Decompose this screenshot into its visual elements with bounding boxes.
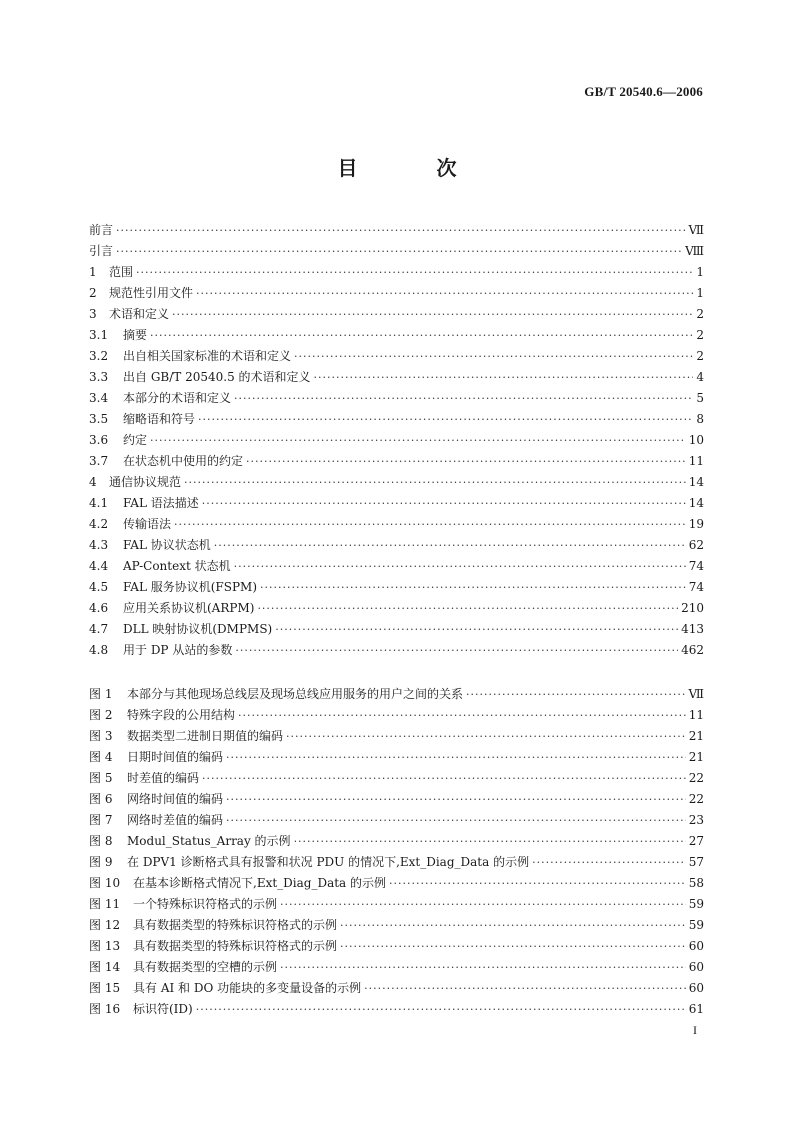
entry-page: Ⅷ	[685, 244, 704, 258]
toc-entry[interactable]	[89, 619, 704, 640]
figure-entry[interactable]	[89, 894, 704, 915]
entry-number: 4.8	[89, 643, 109, 657]
entry-number: 2	[89, 286, 97, 300]
toc-entry[interactable]	[89, 241, 704, 262]
entry-page: 2	[696, 349, 704, 363]
dot-leader	[235, 640, 678, 661]
entry-title: DLL 映射协议机(DMPMS)	[123, 622, 273, 636]
dot-leader	[280, 957, 686, 978]
entry-number: 3.4	[89, 391, 109, 405]
entry-page: 19	[688, 517, 704, 531]
entry-title: 引言	[89, 244, 114, 258]
entry-page: 2	[696, 307, 704, 321]
entry-number: 4.3	[89, 538, 109, 552]
entry-title: 标识符(ID)	[133, 1002, 193, 1016]
entry-number: 图 16	[89, 1002, 121, 1016]
dot-leader	[226, 747, 686, 768]
entry-title: 摘要	[123, 328, 148, 342]
toc-entry[interactable]	[89, 514, 704, 535]
entry-page: Ⅶ	[688, 687, 704, 701]
entry-page: 8	[696, 412, 704, 426]
entry-page: 11	[688, 454, 704, 468]
entry-page: 60	[688, 939, 704, 953]
dot-leader	[150, 430, 686, 451]
entry-title: 传输语法	[123, 517, 172, 531]
entry-number: 图 15	[89, 981, 121, 995]
entry-title: FAL 服务协议机(FSPM)	[123, 580, 258, 594]
dot-leader	[294, 831, 686, 852]
toc-entry[interactable]	[89, 325, 704, 346]
entry-title: 在状态机中使用的约定	[123, 454, 244, 468]
entry-number: 1	[89, 265, 97, 279]
entry-page: 60	[688, 960, 704, 974]
toc-entry[interactable]	[89, 598, 704, 619]
standard-code: GB/T 20540.6—2006	[584, 84, 703, 99]
toc-entry[interactable]	[89, 346, 704, 367]
entry-page: 10	[688, 433, 704, 447]
entry-title: 具有 AI 和 DO 功能块的多变量设备的示例	[133, 981, 362, 995]
entry-page: 21	[688, 729, 704, 743]
entry-title: 数据类型二进制日期值的编码	[127, 729, 284, 743]
entry-page: 21	[688, 750, 704, 764]
entry-page: 14	[688, 496, 704, 510]
entry-page: 27	[688, 834, 704, 848]
dot-leader	[150, 325, 693, 346]
entry-number: 3.3	[89, 370, 109, 384]
entry-number: 图 12	[89, 918, 121, 932]
toc-entry[interactable]	[89, 472, 704, 493]
toc-sections	[89, 220, 704, 661]
entry-title: 时差值的编码	[127, 771, 200, 785]
entry-number: 图 4	[89, 750, 113, 764]
toc-entry[interactable]	[89, 304, 704, 325]
entry-number: 3	[89, 307, 97, 321]
entry-page: 60	[688, 981, 704, 995]
entry-number: 3.7	[89, 454, 109, 468]
dot-leader	[226, 810, 686, 831]
toc-entry[interactable]	[89, 577, 704, 598]
toc-entry[interactable]	[89, 493, 704, 514]
entry-number: 图 7	[89, 813, 113, 827]
entry-title: 出自相关国家标准的术语和定义	[123, 349, 292, 363]
figure-entry[interactable]	[89, 852, 704, 873]
dot-leader	[238, 705, 686, 726]
entry-number: 图 5	[89, 771, 113, 785]
entry-title: 特殊字段的公用结构	[127, 708, 236, 722]
entry-number: 图 13	[89, 939, 121, 953]
entry-title: 前言	[89, 223, 114, 237]
dot-leader	[314, 367, 693, 388]
entry-number: 3.6	[89, 433, 109, 447]
figure-entry[interactable]	[89, 810, 704, 831]
toc-entry[interactable]	[89, 451, 704, 472]
toc-entry[interactable]	[89, 388, 704, 409]
figure-entry[interactable]	[89, 726, 704, 747]
toc-entry[interactable]	[89, 409, 704, 430]
entry-page: 462	[681, 643, 704, 657]
entry-page: 2	[696, 328, 704, 342]
entry-number: 4.6	[89, 601, 109, 615]
entry-number: 4.1	[89, 496, 109, 510]
dot-leader	[364, 978, 686, 999]
entry-title: FAL 协议状态机	[123, 538, 211, 552]
page-title: 目 次	[337, 156, 493, 180]
dot-leader	[196, 999, 686, 1020]
entry-title: 一个特殊标识符格式的示例	[133, 897, 278, 911]
dot-leader	[246, 451, 686, 472]
entry-page: 57	[688, 855, 704, 869]
dot-leader	[340, 915, 686, 936]
entry-page: 1	[696, 286, 704, 300]
entry-title: 网络时间值的编码	[127, 792, 224, 806]
entry-title: AP-Context 状态机	[123, 559, 231, 573]
entry-number: 3.2	[89, 349, 109, 363]
entry-title: 本部分与其他现场总线层及现场总线应用服务的用户之间的关系	[127, 687, 464, 701]
entry-title: 规范性引用文件	[109, 286, 194, 300]
entry-title: 术语和定义	[109, 307, 170, 321]
entry-page: 11	[688, 708, 704, 722]
entry-page: 59	[688, 897, 704, 911]
entry-page: 210	[681, 601, 704, 615]
dot-leader	[257, 598, 678, 619]
entry-number: 图 2	[89, 708, 113, 722]
entry-page: 1	[696, 265, 704, 279]
toc-entry[interactable]	[89, 367, 704, 388]
dot-leader	[214, 535, 686, 556]
entry-title: 用于 DP 从站的参数	[123, 643, 233, 657]
entry-title: 在基本诊断格式情况下,Ext_Diag_Data 的示例	[133, 876, 387, 890]
dot-leader	[116, 220, 685, 241]
entry-title: FAL 语法描述	[123, 496, 199, 510]
figure-entry[interactable]	[89, 747, 704, 768]
entry-title: 缩略语和符号	[123, 412, 196, 426]
entry-number: 图 1	[89, 687, 113, 701]
entry-number: 图 11	[89, 897, 121, 911]
figure-entry[interactable]	[89, 831, 704, 852]
entry-page: 62	[688, 538, 704, 552]
entry-page: 23	[688, 813, 704, 827]
entry-number: 图 6	[89, 792, 113, 806]
entry-title: 日期时间值的编码	[127, 750, 224, 764]
dot-leader	[234, 388, 693, 409]
dot-leader	[202, 493, 686, 514]
entry-page: 5	[696, 391, 704, 405]
toc-entry[interactable]	[89, 283, 704, 304]
figure-entry[interactable]	[89, 705, 704, 726]
dot-leader	[172, 304, 693, 325]
entry-number: 图 14	[89, 960, 121, 974]
entry-number: 4.2	[89, 517, 109, 531]
dot-leader	[260, 577, 686, 598]
entry-title: 出自 GB/T 20540.5 的术语和定义	[123, 370, 311, 384]
dot-leader	[532, 852, 686, 873]
toc-entry[interactable]	[89, 220, 704, 241]
entry-page: 58	[688, 876, 704, 890]
dot-leader	[389, 873, 686, 894]
entry-title: 应用关系协议机(ARPM)	[123, 601, 255, 615]
figure-entry[interactable]	[89, 936, 704, 957]
entry-number: 图 8	[89, 834, 113, 848]
figure-entry[interactable]	[89, 684, 704, 705]
entry-title: 范围	[109, 265, 134, 279]
figure-entry[interactable]	[89, 789, 704, 810]
entry-title: 网络时差值的编码	[127, 813, 224, 827]
toc-entry[interactable]	[89, 535, 704, 556]
entry-page: 14	[688, 475, 704, 489]
toc-figures	[89, 684, 704, 1020]
entry-number: 3.1	[89, 328, 109, 342]
dot-leader	[234, 556, 686, 577]
entry-title: 具有数据类型的特殊标识符格式的示例	[133, 918, 338, 932]
entry-page: 4	[696, 370, 704, 384]
dot-leader	[198, 409, 693, 430]
entry-number: 图 9	[89, 855, 113, 869]
dot-leader	[286, 726, 686, 747]
toc-entry[interactable]	[89, 556, 704, 577]
entry-title: 本部分的术语和定义	[123, 391, 232, 405]
figure-entry[interactable]	[89, 978, 704, 999]
toc-entry[interactable]	[89, 262, 704, 283]
dot-leader	[202, 768, 686, 789]
dot-leader	[340, 936, 686, 957]
entry-page: Ⅶ	[688, 223, 704, 237]
dot-leader	[294, 346, 693, 367]
entry-title: 通信协议规范	[109, 475, 182, 489]
entry-page: 22	[688, 771, 704, 785]
dot-leader	[226, 789, 686, 810]
entry-page: 59	[688, 918, 704, 932]
entry-number: 图 10	[89, 876, 121, 890]
entry-number: 3.5	[89, 412, 109, 426]
entry-title: 具有数据类型的空槽的示例	[133, 960, 278, 974]
entry-number: 4	[89, 475, 97, 489]
toc-entry[interactable]	[89, 430, 704, 451]
entry-page: 22	[688, 792, 704, 806]
entry-page: 413	[681, 622, 704, 636]
figure-entry[interactable]	[89, 957, 704, 978]
entry-page: 74	[688, 559, 704, 573]
entry-number: 4.7	[89, 622, 109, 636]
figure-entry[interactable]	[89, 873, 704, 894]
entry-page: 74	[688, 580, 704, 594]
dot-leader	[275, 619, 678, 640]
entry-number: 4.4	[89, 559, 109, 573]
entry-title: 具有数据类型的特殊标识符格式的示例	[133, 939, 338, 953]
dot-leader	[466, 684, 685, 705]
dot-leader	[184, 472, 686, 493]
figure-entry[interactable]	[89, 915, 704, 936]
figure-entry[interactable]	[89, 768, 704, 789]
dot-leader	[116, 241, 682, 262]
entry-title: Modul_Status_Array 的示例	[127, 834, 291, 848]
toc-entry[interactable]	[89, 640, 704, 661]
dot-leader	[280, 894, 686, 915]
entry-title: 在 DPV1 诊断格式具有报警和状况 PDU 的情况下,Ext_Diag_Data 的示例	[127, 855, 530, 869]
dot-leader	[136, 262, 693, 283]
page-number: I	[693, 1023, 697, 1037]
figure-entry[interactable]	[89, 999, 704, 1020]
entry-title: 约定	[123, 433, 148, 447]
entry-number: 4.5	[89, 580, 109, 594]
entry-page: 61	[688, 1002, 704, 1016]
dot-leader	[196, 283, 693, 304]
entry-number: 图 3	[89, 729, 113, 743]
dot-leader	[174, 514, 686, 535]
